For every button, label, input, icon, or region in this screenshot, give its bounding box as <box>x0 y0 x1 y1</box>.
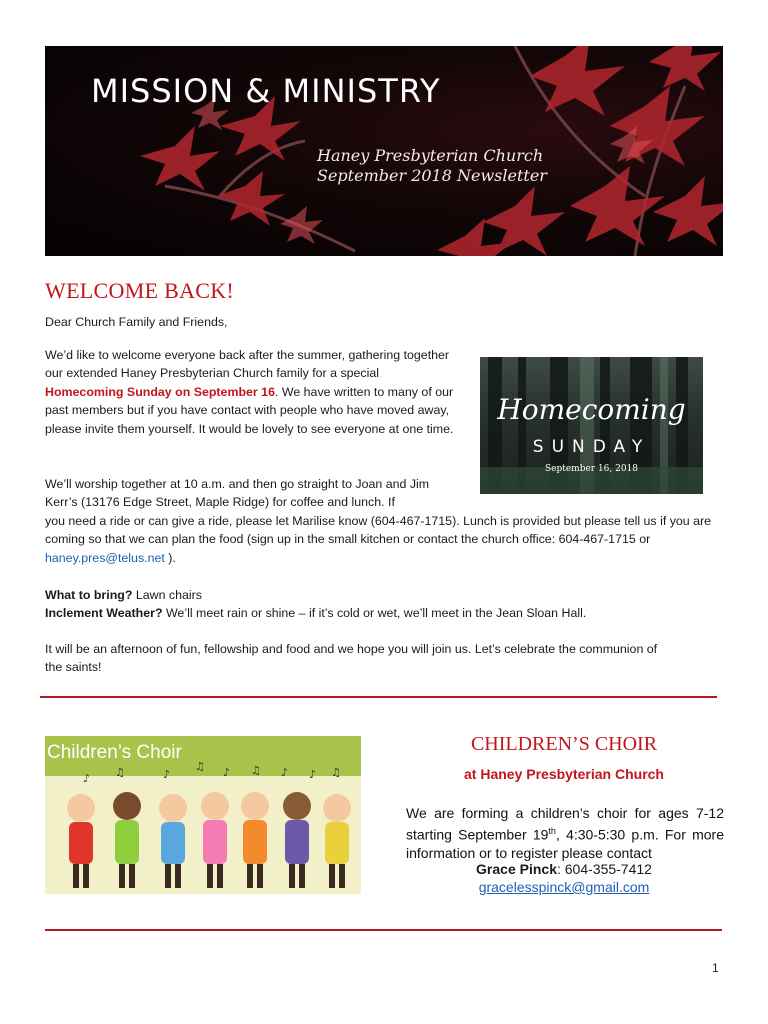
salutation: Dear Church Family and Friends, <box>45 315 228 329</box>
welcome-closing-paragraph: It will be an afternoon of fun, fellowship and food and we hope you will join us. Let’s celebrate the communion of the saints! <box>45 642 658 675</box>
welcome-paragraph-2-rest <box>45 512 725 567</box>
section-divider <box>40 696 717 698</box>
page-number: 1 <box>712 961 719 975</box>
svg-text:♪: ♪ <box>163 768 171 781</box>
choir-email-link[interactable]: gracelesspinck@gmail.com <box>478 879 650 895</box>
choir-body-sup: th <box>548 826 556 837</box>
newsletter-banner <box>45 46 723 256</box>
welcome-paragraph-1 <box>45 346 455 438</box>
p1-text-after: . We have written to many of our past members but if you have contact with people who have moved away, please invite them yourself. It would be lovely to see everyone at one time. <box>45 384 454 436</box>
homecoming-title: Homecoming <box>497 393 686 426</box>
p1-text-before: We’d like to welcome everyone back after the summer, gathering together our extended Haney Presbyterian Church family for a special <box>45 348 450 381</box>
choir-body-after: , 4:30-5:30 p.m. For more information or to register please contact <box>406 826 725 862</box>
svg-text:♪: ♪ <box>309 768 317 781</box>
homecoming-sunday-image <box>480 357 703 494</box>
svg-text:♫: ♫ <box>115 766 125 779</box>
homecoming-highlight: Homecoming Sunday on September 16 <box>45 384 275 399</box>
svg-text:♫: ♫ <box>195 760 205 773</box>
what-to-bring <box>45 586 725 604</box>
p2-end: ). <box>164 550 176 565</box>
choir-contact-phone: : 604-355-7412 <box>556 861 652 877</box>
svg-text:♪: ♪ <box>223 766 231 779</box>
section-divider-bottom <box>45 929 722 931</box>
church-email-link[interactable]: haney.pres@telus.net <box>45 550 165 565</box>
choir-body-before: We are forming a children’s choir for ages 7-12 starting September 19 <box>406 805 724 843</box>
inclement-weather <box>45 604 725 622</box>
svg-text:♪: ♪ <box>83 772 91 785</box>
welcome-paragraph-2-start: We’ll worship together at 10 a.m. and then go straight to Joan and Jim Kerr’s (13176 Edge Street, Maple Ridge) for coffee and lunch. If <box>45 477 430 510</box>
svg-text:♪: ♪ <box>281 766 289 779</box>
welcome-heading: WELCOME BACK! <box>45 278 235 303</box>
choir-contact-name: Grace Pinck <box>476 861 557 877</box>
what-to-bring-label: What to bring? <box>45 588 133 602</box>
svg-text:♫: ♫ <box>331 766 341 779</box>
childrens-choir-image <box>45 736 361 894</box>
choir-heading: CHILDREN’S CHOIR <box>470 733 658 755</box>
inclement-weather-value: We’ll meet rain or shine – if it’s cold or wet, we’ll meet in the Jean Sloan Hall. <box>162 606 587 620</box>
newsletter-title: MISSION & MINISTRY <box>91 72 441 110</box>
choir-image-label: Children’s Choir <box>47 742 182 763</box>
svg-text:♫: ♫ <box>251 764 261 777</box>
church-name: Haney Presbyterian Church <box>317 146 544 165</box>
choir-description <box>406 804 724 862</box>
homecoming-date: September 16, 2018 <box>544 464 639 474</box>
choir-subheading: at Haney Presbyterian Church <box>464 766 664 782</box>
p2-text: you need a ride or can give a ride, please let Marilise know (604-467-1715). Lunch is provided but please tell us if you are coming so that we can plan the food (sign up in the small kitchen or contact the church office: 604-467-1715 or <box>45 514 712 547</box>
inclement-weather-label: Inclement Weather? <box>45 606 163 620</box>
homecoming-sunday: SUNDAY <box>532 437 651 457</box>
choir-contact <box>405 860 723 878</box>
issue-label: September 2018 Newsletter <box>317 166 547 185</box>
what-to-bring-value: Lawn chairs <box>132 588 202 602</box>
